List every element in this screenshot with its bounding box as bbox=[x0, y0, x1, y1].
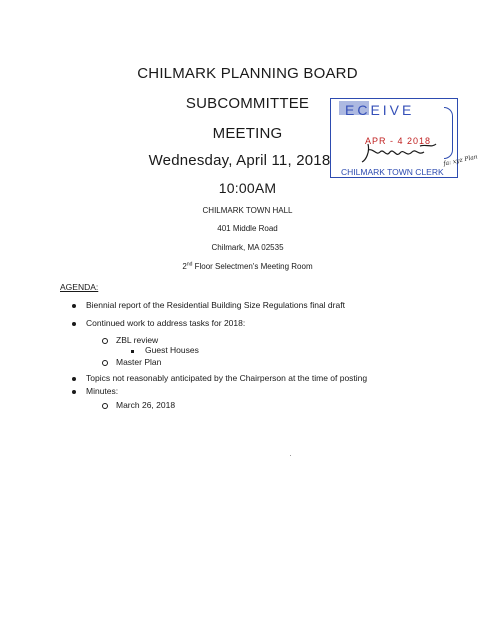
agenda-item-text: Master Plan bbox=[116, 357, 162, 367]
agenda-item-text: Minutes: bbox=[86, 386, 119, 396]
venue-name: CHILMARK TOWN HALL bbox=[202, 206, 293, 215]
venue-street: 401 Middle Road bbox=[217, 224, 278, 233]
agenda-item-text: Biennial report of the Residential Building Size Regulations final draft bbox=[86, 300, 345, 310]
scan-speck bbox=[290, 455, 291, 456]
stamp-heading: ECEIVE bbox=[345, 102, 415, 118]
bullet-icon bbox=[72, 304, 76, 308]
circle-bullet-icon bbox=[102, 360, 108, 366]
subcommittee-title: SUBCOMMITTEE bbox=[185, 95, 310, 112]
room-ordinal-suffix: nd bbox=[186, 261, 193, 268]
meeting-title: MEETING bbox=[212, 125, 283, 142]
board-title: CHILMARK PLANNING BOARD bbox=[137, 65, 358, 82]
agenda-item-text: March 26, 2018 bbox=[116, 400, 176, 410]
bullet-icon bbox=[72, 322, 76, 326]
agenda-item-text: Guest Houses bbox=[145, 345, 199, 355]
agenda-item-text: Topics not reasonably anticipated by the Chairperson at the time of posting bbox=[86, 373, 368, 383]
venue-city: Chilmark, MA 02535 bbox=[211, 243, 284, 252]
circle-bullet-icon bbox=[102, 338, 108, 344]
venue-room bbox=[0, 262, 495, 271]
stamp-clerk: CHILMARK TOWN CLERK bbox=[341, 167, 444, 177]
agenda-heading: AGENDA: bbox=[60, 282, 99, 292]
meeting-date: Wednesday, April 11, 2018 bbox=[148, 152, 331, 169]
room-name: Floor Selectmen's Meeting Room bbox=[192, 262, 313, 271]
agenda-item-text: ZBL review bbox=[116, 335, 159, 345]
stamp-bracket bbox=[444, 107, 453, 159]
signature-icon bbox=[360, 138, 440, 168]
circle-bullet-icon bbox=[102, 403, 108, 409]
stamp-date: APR - 4 2018 bbox=[365, 136, 432, 146]
room-ordinal: 2 bbox=[182, 262, 187, 271]
bullet-icon bbox=[72, 390, 76, 394]
agenda-item-text: Continued work to address tasks for 2018: bbox=[86, 318, 246, 328]
bullet-icon bbox=[72, 377, 76, 381]
meeting-time: 10:00AM bbox=[218, 180, 277, 196]
square-bullet-icon bbox=[131, 350, 134, 353]
signature-note: fa: xyz Plan bbox=[442, 153, 479, 168]
